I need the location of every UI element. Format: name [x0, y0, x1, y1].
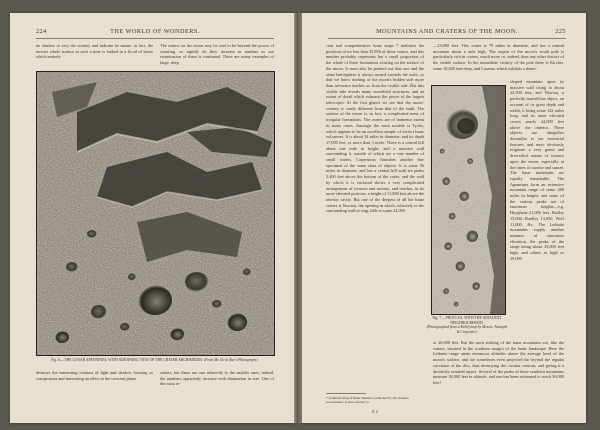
right-narrow-column — [510, 79, 564, 339]
proclus-relief-image — [432, 86, 505, 314]
left-bottom-column-1 — [36, 370, 153, 400]
paragraph: cent and comprehensive lunar maps * indicates the positions of no less than 32,856 of these craters, and this number probably represents but a small proportion of the whole of these formations existing on the surface of the moon. It must also be pointed out that one and the same hemisphere is always turned towards the earth, so that we know nothing of the moon's hidden side more than inference teaches us from the visible side. But this visible side reveals many wonderful structures, and an extent of detail which exhausts the power of the largest telescopes. At the first glance we see that the moon-scenery is vastly different from that of the earth. The surface of the moon is, in fact, a complicated mass of irregular formations. The craters are of immense extent in many cases. Amongst the most notable is Tycho, which appears to be an excellent sample of extinct lunar volcanoes. It is about 54 miles in diameter, and its depth 17,000 feet, or more than 3 miles. There is a central hill about one mile in height, and a massive wall surrounding it, outside of which are a vast number of small craters. Copernicus furnishes another fine specimen of the same class of objects. It is some 56 miles in diameter, and has a central hill with six peaks 2,400 feet above the bottom of the crater, and the wall by which it is enclosed shows a very complicated arrangement of terraces and ravines, and reaches, in its more elevated portions, a height of 11,000 feet above the interior cavity. But one of the deepest of all the lunar craters is Newton, the opening in which, relatively to the surrounding wall or ring, falls to some 24,000 — [326, 43, 424, 214]
left-top-column-2 — [160, 43, 274, 67]
paragraph: craters, but these are rare relatively to the smaller ones; indeed, the numbers apparently increase with diminution in size. One of the most re- — [160, 370, 274, 387]
right-page-number: 225 — [555, 28, 566, 35]
caption-credit: (Photographed from a Relief-map by Messrs. Nasmyth & Carpenter.) — [426, 325, 508, 335]
paragraph: no shadow to vary the scenery and indicate its nature, in fact, the moon's whole surface at such a time is bathed in a flood of lustre which entirely — [36, 43, 153, 60]
right-running-header — [328, 28, 566, 38]
paragraph: or 26,000 feet. But the most striking of the lunar mountains are, like the craters, situated in the southern margin of the lunar landscape. Here the Leibnitz range attain enormous altitudes above the average level of the moon's surface, and are sometimes even projected far beyond the regular curvature of the disc, thus destroying the circular contour, and giving it a decidedly serrated aspect. Several of the peaks of these southern mountains measure 30,000 feet in altitude, and one has been estimated to reach 36,000 feet! — [433, 340, 564, 385]
book-gutter — [294, 13, 302, 423]
left-page — [10, 13, 294, 423]
caption-label: Fig. 7.—PROCLUS, WITH THE ADJACENT NEIGHBOURHOOD. — [432, 316, 502, 325]
caption-label: Fig. 6.—THE LUNAR APENNINES, WITH ADJOINING VIEW OF THE CRATER ARCHIMEDES. — [51, 358, 204, 362]
paragraph: The craters on the moon may be said to be beyond the power of counting, so rapidly do they increase in number as our examination of them is continued. There are many examples of large, deep — [160, 43, 274, 66]
caption-credit: (From Mr. De la Rue's Photograph.) — [204, 358, 258, 362]
proclus-photograph — [431, 85, 506, 315]
right-left-column — [326, 43, 424, 363]
right-running-head: MOUNTAINS AND CRATERS OF THE MOON. — [376, 28, 518, 35]
right-top-column — [433, 43, 564, 76]
moon-surface-image — [37, 72, 274, 355]
footnote: * Schmidt's map of Eklat diameter, published by the German Government, is here referred to. — [326, 396, 409, 405]
footnote-rule — [326, 393, 366, 394]
figure-7-caption — [426, 316, 508, 335]
left-top-column-1 — [36, 43, 153, 67]
right-bottom-column — [433, 340, 564, 400]
left-running-header — [36, 28, 274, 38]
header-rule — [36, 38, 274, 39]
figure-6-caption — [36, 358, 273, 363]
left-page-number: 224 — [36, 28, 47, 35]
left-running-head: THE WORLD OF WONDERS. — [110, 28, 200, 35]
right-page — [302, 13, 586, 423]
left-bottom-column-2 — [160, 370, 274, 400]
signature-mark: E 2 — [372, 409, 378, 414]
paragraph: destroys the interesting contrast of light and shadow forming so conspicuous and interesting an effect at the crescent phase. — [36, 370, 153, 381]
paragraph: shaped mountain upon its massive wall rising to about 22,300 feet; and Newton, a perfectly marvellous object, on account of its great depth and width, it being some 142 miles long, and its inner elevated crown nearly 24,000 feet above the interior. These objects are altogether dissimilar to our terrestrial features, and more obviously originate a very grand and diversified nature of scenery upon the moon, especially at the times of sunrise and sunset. The lunar mountains are equally remarkable. The Apennines form an extensive mountain range of some 460 miles in length; and some of the various peaks are of enormous heights—e.g. Huygheus 21,000 feet, Hadley 15,000, Bradley 13,000, Wolf 11,000, &c. The Leibnitz mountains supply another instance of enormous elevation, the peaks of the range being about 35,000 feet high, and others as high as 29,000 — [510, 79, 564, 261]
header-rule — [328, 38, 566, 39]
lunar-apennines-photograph — [36, 71, 275, 356]
paragraph: —23,000 feet. This crater is 79 miles in diameter, and has a central mountain about a mile high. The region of the moon's south pole is particularly rich in craters, much more so, indeed, than any other district of the visible surface. In the immediate vicinity of the pole there is Kircher, some 18,000 feet deep, and Casatus, which exhibits a dome- — [433, 43, 564, 71]
